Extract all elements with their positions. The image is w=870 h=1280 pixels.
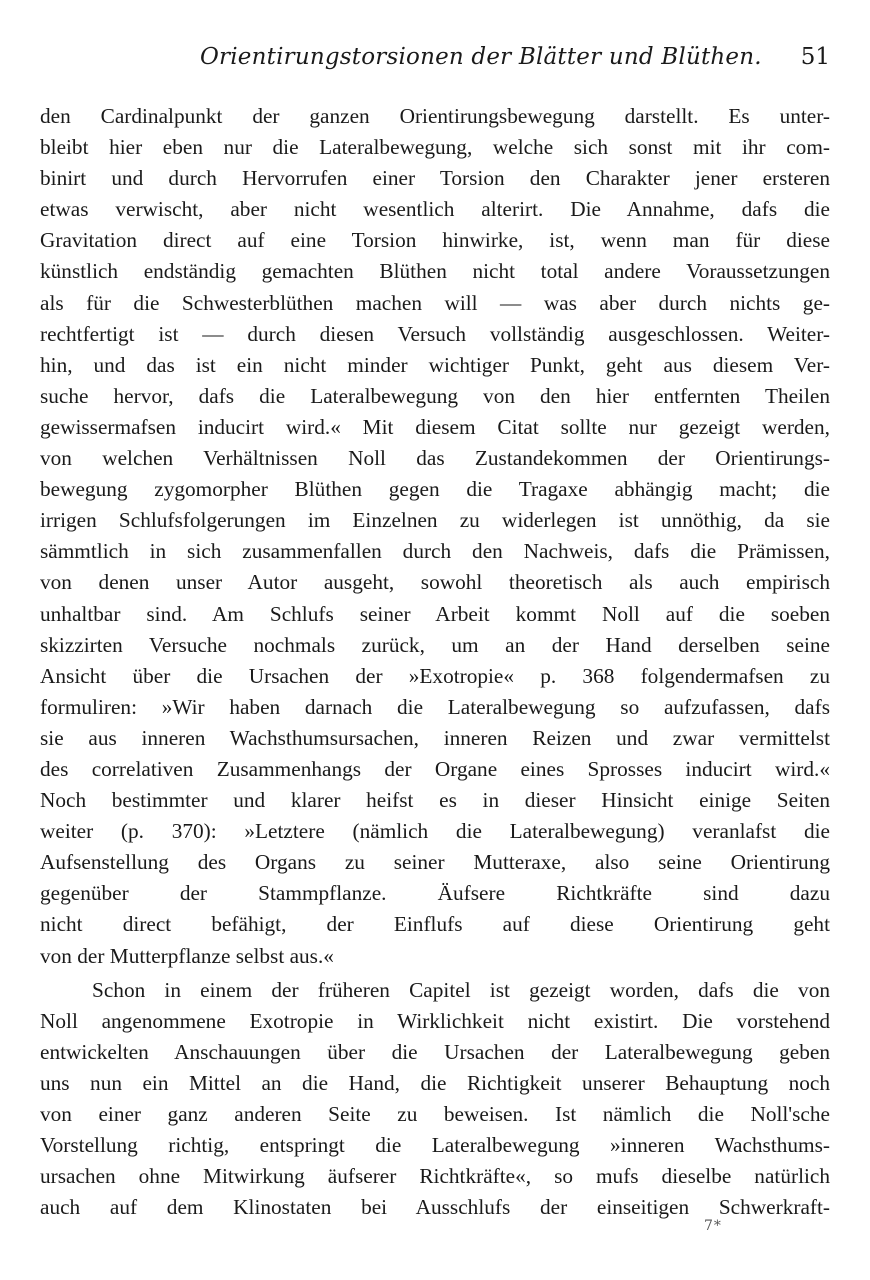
text-line: irrigen Schlufsfolgerungen im Einzelnen zu widerlegen ist unnöthig, da sie xyxy=(40,508,830,533)
text-line: uns nun ein Mittel an die Hand, die Richtigkeit unserer Behauptung noch xyxy=(40,1070,830,1095)
text-line: formuliren: »Wir haben darnach die Lateralbewegung so aufzufassen, dafs xyxy=(40,694,830,719)
text-line: gewissermafsen inducirt wird.« Mit diesem Citat sollte nur gezeigt werden, xyxy=(40,414,830,439)
paragraph-2 xyxy=(40,975,830,1224)
text-line: von welchen Verhältnissen Noll das Zustandekommen der Orientirungs- xyxy=(40,446,830,471)
text-line: entwickelten Anschauungen über die Ursachen der Lateralbewegung geben xyxy=(40,1039,830,1064)
text-line: nicht direct befähigt, der Einflufs auf diese Orientirung geht xyxy=(40,912,830,937)
text-line: den Cardinalpunkt der ganzen Orientirungsbewegung darstellt. Es unter- xyxy=(40,104,830,128)
text-line: ursachen ohne Mitwirkung äufserer Richtkräfte«, so mufs dieselbe natürlich xyxy=(40,1164,830,1189)
text-line: Schon in einem der früheren Capitel ist gezeigt worden, dafs die von xyxy=(92,977,830,1002)
text-line: sie aus inneren Wachsthumsursachen, inneren Reizen und zwar vermittelst xyxy=(40,725,830,750)
text-line: bewegung zygomorpher Blüthen gegen die Tragaxe abhängig macht; die xyxy=(40,477,830,502)
text-line: bleibt hier eben nur die Lateralbewegung, welche sich sonst mit ihr com- xyxy=(40,135,830,160)
text-line: skizzirten Versuche nochmals zurück, um an der Hand derselben seine xyxy=(40,632,830,657)
text-line: rechtfertigt ist — durch diesen Versuch vollständig ausgeschlossen. Weiter- xyxy=(40,321,830,346)
text-line: Gravitation direct auf eine Torsion hinwirke, ist, wenn man für diese xyxy=(40,228,830,253)
page-header xyxy=(40,44,830,80)
text-line: etwas verwischt, aber nicht wesentlich alterirt. Die Annahme, dafs die xyxy=(40,197,830,222)
text-line: gegenüber der Stammpflanze. Äufsere Richtkräfte sind dazu xyxy=(40,881,830,906)
text-line: Vorstellung richtig, entspringt die Lateralbewegung »inneren Wachsthums- xyxy=(40,1133,830,1158)
body-text xyxy=(40,101,830,1223)
signature-mark: 7* xyxy=(704,1218,722,1234)
text-line: hin, und das ist ein nicht minder wichtiger Punkt, geht aus diesem Ver- xyxy=(40,352,830,377)
text-line: künstlich endständig gemachten Blüthen nicht total andere Voraussetzungen xyxy=(40,259,830,284)
text-line: als für die Schwesterblüthen machen will — was aber durch nichts ge- xyxy=(40,290,830,315)
text-line: Aufsenstellung des Organs zu seiner Mutteraxe, also seine Orientirung xyxy=(40,850,830,875)
text-line: Noll angenommene Exotropie in Wirklichkeit nicht existirt. Die vorstehend xyxy=(40,1008,830,1033)
text-line: Noch bestimmter und klarer heifst es in dieser Hinsicht einige Seiten xyxy=(40,788,830,813)
text-line: des correlativen Zusammenhangs der Organe eines Sprosses inducirt wird.« xyxy=(40,756,830,781)
text-line: unhaltbar sind. Am Schlufs seiner Arbeit kommt Noll auf die soeben xyxy=(40,601,830,626)
text-line: Ansicht über die Ursachen der »Exotropie« p. 368 folgendermafsen zu xyxy=(40,663,830,688)
page-number: 51 xyxy=(800,44,830,70)
text-line: sämmtlich in sich zusammenfallen durch den Nachweis, dafs die Prämissen, xyxy=(40,539,830,564)
text-line: von einer ganz anderen Seite zu beweisen. Ist nämlich die Noll'sche xyxy=(40,1102,830,1126)
text-line: von denen unser Autor ausgeht, sowohl theoretisch als auch empirisch xyxy=(40,570,830,595)
text-line: suche hervor, dafs die Lateralbewegung von den hier entfernten Theilen xyxy=(40,383,830,408)
text-line: weiter (p. 370): »Letztere (nämlich die Lateralbewegung) veranlafst die xyxy=(40,819,830,844)
text-line: auch auf dem Klinostaten bei Ausschlufs der einseitigen Schwerkraft- xyxy=(40,1195,830,1220)
paragraph-1 xyxy=(40,101,830,972)
running-title: Orientirungstorsionen der Blätter und Blüthen. xyxy=(200,44,762,70)
text-line: binirt und durch Hervorrufen einer Torsion den Charakter jener ersteren xyxy=(40,166,830,191)
text-line: von der Mutterpflanze selbst aus.« xyxy=(40,943,334,968)
